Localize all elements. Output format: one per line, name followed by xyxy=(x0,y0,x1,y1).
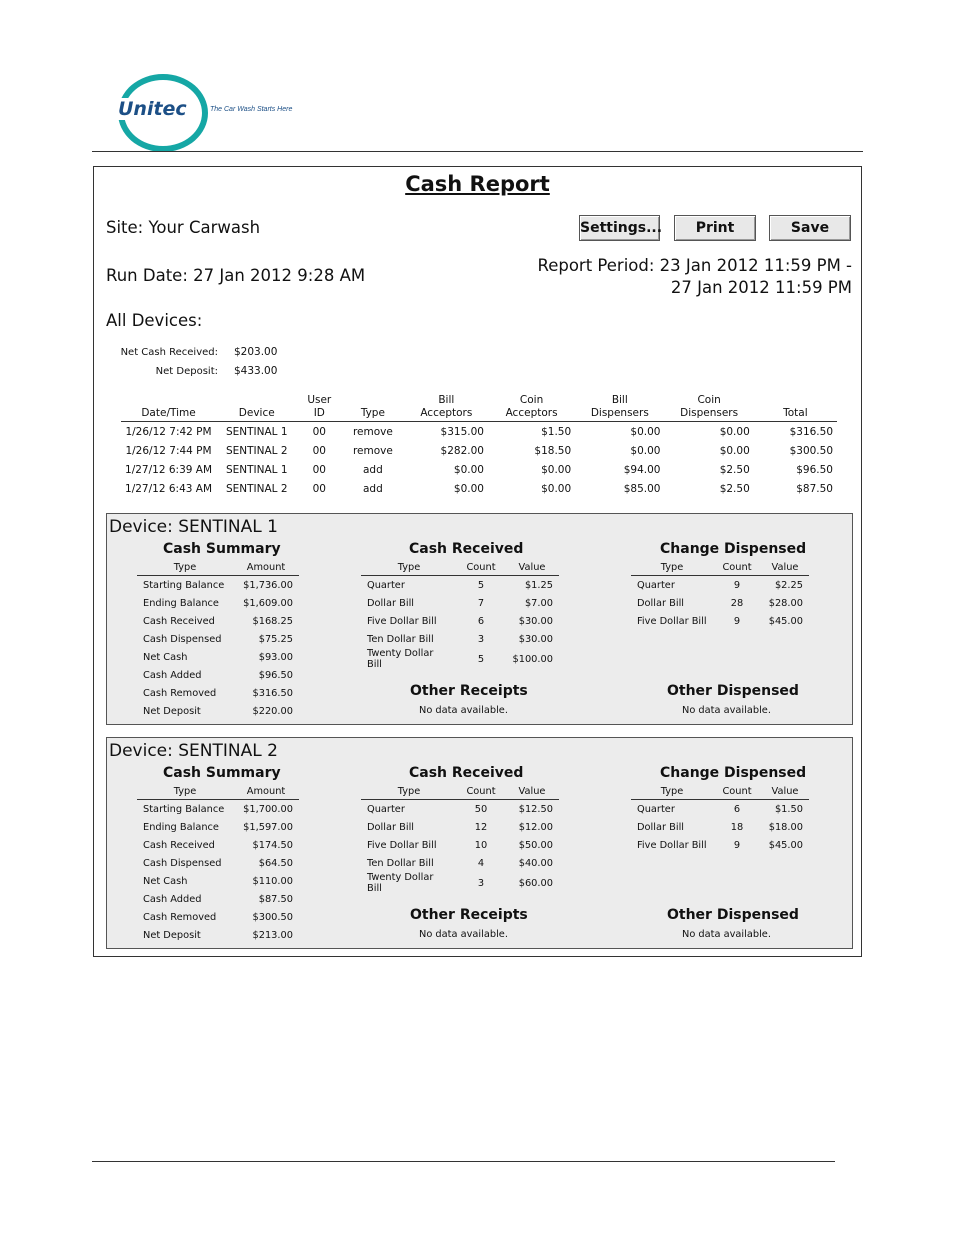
column-header: Value xyxy=(505,561,559,576)
table-cell: Net Deposit xyxy=(143,705,201,717)
tagline: The Car Wash Starts Here xyxy=(210,106,293,113)
cash-received-table xyxy=(361,561,559,670)
table-cell: Dollar Bill xyxy=(367,821,415,833)
table-cell: 9 xyxy=(733,615,741,627)
table-cell: Cash Received xyxy=(143,615,215,627)
column-header: Type xyxy=(361,785,457,800)
table-cell: 28 xyxy=(730,597,744,609)
column-header: Amount xyxy=(233,785,299,800)
other-dispensed-nodata: No data available. xyxy=(682,705,771,716)
table-cell: $96.50 xyxy=(258,669,293,681)
net-cash-label: Net Cash Received: xyxy=(120,347,218,358)
table-row xyxy=(631,800,809,819)
table-cell: Quarter xyxy=(637,579,675,591)
other-dispensed-heading: Other Dispensed xyxy=(667,907,799,923)
table-header-row xyxy=(631,785,809,800)
transaction-cell: $0.00 xyxy=(541,482,572,495)
col-total: Total xyxy=(754,394,837,422)
table-cell: Five Dollar Bill xyxy=(367,615,437,627)
change-dispensed-heading: Change Dispensed xyxy=(660,765,807,781)
table-cell: Cash Added xyxy=(143,669,202,681)
col-coin-dispensers: Coin Dispensers xyxy=(664,394,753,422)
column-header: Count xyxy=(713,561,761,576)
settings-button[interactable]: Settings... xyxy=(579,215,660,241)
transaction-cell: $87.50 xyxy=(796,482,833,495)
table-row xyxy=(361,648,559,670)
column-header: Amount xyxy=(233,561,299,576)
col-user-id: User ID xyxy=(297,394,341,422)
table-cell: $1,597.00 xyxy=(243,821,293,833)
table-row xyxy=(137,818,299,836)
device-panel xyxy=(106,513,853,725)
table-cell: $174.50 xyxy=(252,839,293,851)
table-cell: Quarter xyxy=(637,803,675,815)
other-receipts-nodata: No data available. xyxy=(419,929,508,940)
device-title: Device: SENTINAL 1 xyxy=(109,517,278,537)
column-header: Value xyxy=(761,785,809,800)
device-panel xyxy=(106,737,853,949)
col-device: Device xyxy=(216,394,297,422)
table-cell: 6 xyxy=(477,615,485,627)
table-cell: $1,736.00 xyxy=(243,579,293,591)
transaction-cell: $0.00 xyxy=(453,463,484,476)
change-dispensed-table xyxy=(631,785,809,854)
table-cell: Ten Dollar Bill xyxy=(367,857,434,869)
transaction-cell: $1.50 xyxy=(541,425,572,438)
table-cell: $50.00 xyxy=(518,839,553,851)
cash-summary-table xyxy=(137,561,299,720)
table-cell: $45.00 xyxy=(768,839,803,851)
change-dispensed-table xyxy=(631,561,809,630)
table-cell: Twenty Dollar Bill xyxy=(367,648,434,670)
col-bill-acceptors: Bill Acceptors xyxy=(405,394,488,422)
table-row xyxy=(631,594,809,612)
table-row xyxy=(361,630,559,648)
table-cell: Starting Balance xyxy=(143,803,225,815)
table-cell: Twenty Dollar Bill xyxy=(367,872,434,894)
table-cell: Cash Dispensed xyxy=(143,633,222,645)
table-cell: $30.00 xyxy=(518,633,553,645)
table-cell: $60.00 xyxy=(518,877,553,889)
transaction-cell: $316.50 xyxy=(789,425,833,438)
col-bill-dispensers: Bill Dispensers xyxy=(575,394,664,422)
table-cell: $93.00 xyxy=(258,651,293,663)
transaction-cell: $18.50 xyxy=(534,444,572,457)
cash-received-heading: Cash Received xyxy=(409,765,524,781)
table-row xyxy=(137,684,299,702)
column-header: Value xyxy=(505,785,559,800)
transaction-row xyxy=(121,460,837,479)
table-cell: Dollar Bill xyxy=(637,821,685,833)
table-row xyxy=(137,800,299,819)
all-devices-heading: All Devices: xyxy=(106,311,203,330)
table-cell: 5 xyxy=(477,579,485,591)
table-cell: 50 xyxy=(474,803,488,815)
table-row xyxy=(361,800,559,819)
transaction-cell: $282.00 xyxy=(440,444,484,457)
transaction-cell: SENTINAL 2 xyxy=(225,444,288,457)
unitec-logo xyxy=(118,74,202,146)
table-cell: $45.00 xyxy=(768,615,803,627)
transaction-cell: $0.00 xyxy=(453,482,484,495)
table-cell: $300.50 xyxy=(252,911,293,923)
other-receipts-heading: Other Receipts xyxy=(410,683,528,699)
table-cell: $87.50 xyxy=(258,893,293,905)
net-deposit-label: Net Deposit: xyxy=(155,366,218,377)
table-cell: 6 xyxy=(733,803,741,815)
table-cell: Cash Dispensed xyxy=(143,857,222,869)
transaction-row xyxy=(121,479,837,498)
transaction-cell: remove xyxy=(352,425,393,438)
table-cell: $168.25 xyxy=(252,615,293,627)
table-cell: 4 xyxy=(477,857,485,869)
table-cell: Dollar Bill xyxy=(637,597,685,609)
table-cell: $7.00 xyxy=(524,597,553,609)
table-row xyxy=(361,836,559,854)
table-cell: 7 xyxy=(477,597,485,609)
column-header: Type xyxy=(137,561,233,576)
transactions-table xyxy=(121,394,837,498)
column-header: Count xyxy=(713,785,761,800)
table-cell: Net Deposit xyxy=(143,929,201,941)
transaction-cell: 1/26/12 7:44 PM xyxy=(125,444,212,457)
col-datetime: Date/Time xyxy=(121,394,216,422)
cash-received-heading: Cash Received xyxy=(409,541,524,557)
table-row xyxy=(137,630,299,648)
device-title: Device: SENTINAL 2 xyxy=(109,741,278,761)
transaction-cell: $2.50 xyxy=(719,463,750,476)
site-label: Site: Your Carwash xyxy=(106,218,261,237)
transaction-cell: $0.00 xyxy=(719,425,750,438)
col-type: Type xyxy=(341,394,405,422)
table-cell: Ending Balance xyxy=(143,821,219,833)
transaction-row xyxy=(121,422,837,442)
table-cell: 10 xyxy=(474,839,488,851)
table-cell: Starting Balance xyxy=(143,579,225,591)
table-cell: $1.50 xyxy=(774,803,803,815)
other-receipts-heading: Other Receipts xyxy=(410,907,528,923)
transaction-cell: 1/26/12 7:42 PM xyxy=(125,425,212,438)
transaction-cell: $94.00 xyxy=(623,463,661,476)
table-row xyxy=(137,890,299,908)
column-header: Count xyxy=(457,561,505,576)
column-header: Type xyxy=(361,561,457,576)
table-cell: Net Cash xyxy=(143,875,188,887)
table-row xyxy=(361,612,559,630)
table-row xyxy=(137,926,299,944)
table-cell: $18.00 xyxy=(768,821,803,833)
table-cell: 3 xyxy=(477,633,485,645)
table-cell: $316.50 xyxy=(252,687,293,699)
transaction-cell: $0.00 xyxy=(541,463,572,476)
table-cell: 18 xyxy=(730,821,744,833)
table-header-row xyxy=(361,561,559,576)
table-row xyxy=(361,576,559,595)
table-header-row xyxy=(361,785,559,800)
table-row xyxy=(137,666,299,684)
table-cell: 5 xyxy=(477,653,485,665)
table-cell: 3 xyxy=(477,877,485,889)
table-cell: Net Cash xyxy=(143,651,188,663)
other-dispensed-nodata: No data available. xyxy=(682,929,771,940)
table-cell: 12 xyxy=(474,821,488,833)
cash-summary-heading: Cash Summary xyxy=(163,541,281,557)
table-cell: Five Dollar Bill xyxy=(637,615,707,627)
change-dispensed-heading: Change Dispensed xyxy=(660,541,807,557)
transaction-row xyxy=(121,441,837,460)
transaction-cell: SENTINAL 2 xyxy=(225,482,288,495)
table-cell: 9 xyxy=(733,839,741,851)
table-cell: $220.00 xyxy=(252,705,293,717)
transaction-cell: 1/27/12 6:43 AM xyxy=(125,482,213,495)
table-row xyxy=(361,818,559,836)
table-cell: Cash Removed xyxy=(143,911,217,923)
transaction-cell: 00 xyxy=(312,463,326,476)
logo-text: Unitec xyxy=(118,98,187,120)
table-cell: Quarter xyxy=(367,803,405,815)
table-header-row xyxy=(137,561,299,576)
transaction-cell: $0.00 xyxy=(630,425,661,438)
report-period xyxy=(537,255,852,299)
print-button[interactable]: Print xyxy=(674,215,756,241)
bottom-divider xyxy=(92,1161,835,1162)
other-dispensed-heading: Other Dispensed xyxy=(667,683,799,699)
table-row xyxy=(137,908,299,926)
cash-summary-table xyxy=(137,785,299,944)
table-cell: $100.00 xyxy=(512,653,553,665)
table-row xyxy=(361,872,559,894)
table-cell: $1,609.00 xyxy=(243,597,293,609)
table-header-row xyxy=(137,785,299,800)
column-header: Type xyxy=(137,785,233,800)
transaction-cell: 00 xyxy=(312,482,326,495)
table-cell: Five Dollar Bill xyxy=(367,839,437,851)
column-header: Value xyxy=(761,561,809,576)
transaction-cell: 00 xyxy=(312,425,326,438)
table-row xyxy=(361,594,559,612)
cash-received-table xyxy=(361,785,559,894)
transaction-cell: $315.00 xyxy=(440,425,484,438)
table-cell: $40.00 xyxy=(518,857,553,869)
transaction-cell: SENTINAL 1 xyxy=(225,463,288,476)
table-cell: $1,700.00 xyxy=(243,803,293,815)
table-cell: Quarter xyxy=(367,579,405,591)
transaction-cell: $2.50 xyxy=(719,482,750,495)
table-row xyxy=(137,594,299,612)
transaction-cell: $0.00 xyxy=(719,444,750,457)
transaction-cell: add xyxy=(362,463,383,476)
table-cell: Dollar Bill xyxy=(367,597,415,609)
transaction-cell: $0.00 xyxy=(630,444,661,457)
table-row xyxy=(137,648,299,666)
transaction-cell: $85.00 xyxy=(623,482,661,495)
table-cell: Cash Removed xyxy=(143,687,217,699)
table-header-row xyxy=(631,561,809,576)
run-date: Run Date: 27 Jan 2012 9:28 AM xyxy=(106,266,366,285)
table-cell: Ten Dollar Bill xyxy=(367,633,434,645)
table-row xyxy=(137,872,299,890)
net-cash-value: $203.00 xyxy=(234,346,278,358)
save-button[interactable]: Save xyxy=(769,215,851,241)
cash-report-window xyxy=(93,166,862,957)
table-cell: $1.25 xyxy=(524,579,553,591)
table-cell: Ending Balance xyxy=(143,597,219,609)
table-cell: $213.00 xyxy=(252,929,293,941)
table-cell: 9 xyxy=(733,579,741,591)
cash-summary-heading: Cash Summary xyxy=(163,765,281,781)
period-line-1: Report Period: 23 Jan 2012 11:59 PM - xyxy=(537,256,852,275)
column-header: Type xyxy=(631,785,713,800)
transaction-cell: $96.50 xyxy=(796,463,833,476)
table-row xyxy=(631,836,809,854)
other-receipts-nodata: No data available. xyxy=(419,705,508,716)
table-row xyxy=(137,702,299,720)
column-header: Count xyxy=(457,785,505,800)
table-cell: $28.00 xyxy=(768,597,803,609)
top-divider xyxy=(92,151,863,152)
report-title: Cash Report xyxy=(405,172,550,196)
period-line-2: 27 Jan 2012 11:59 PM xyxy=(670,278,852,297)
transaction-cell: 00 xyxy=(312,444,326,457)
column-header: Type xyxy=(631,561,713,576)
transaction-cell: $300.50 xyxy=(789,444,833,457)
transaction-cell: 1/27/12 6:39 AM xyxy=(125,463,213,476)
table-cell: Cash Received xyxy=(143,839,215,851)
table-cell: Cash Added xyxy=(143,893,202,905)
table-row xyxy=(631,612,809,630)
table-cell: $110.00 xyxy=(252,875,293,887)
table-row xyxy=(631,576,809,595)
table-row xyxy=(137,854,299,872)
table-cell: $30.00 xyxy=(518,615,553,627)
table-row xyxy=(137,612,299,630)
table-row xyxy=(631,818,809,836)
table-row xyxy=(137,576,299,595)
table-cell: $64.50 xyxy=(258,857,293,869)
table-row xyxy=(361,854,559,872)
col-coin-acceptors: Coin Acceptors xyxy=(488,394,575,422)
table-cell: $75.25 xyxy=(258,633,293,645)
net-deposit-value: $433.00 xyxy=(234,365,278,377)
table-cell: $2.25 xyxy=(774,579,803,591)
table-row xyxy=(137,836,299,854)
transaction-cell: SENTINAL 1 xyxy=(225,425,288,438)
transactions-header-row xyxy=(121,394,837,422)
transaction-cell: add xyxy=(362,482,383,495)
table-cell: $12.50 xyxy=(518,803,553,815)
table-cell: $12.00 xyxy=(518,821,553,833)
transaction-cell: remove xyxy=(352,444,393,457)
table-cell: Five Dollar Bill xyxy=(637,839,707,851)
